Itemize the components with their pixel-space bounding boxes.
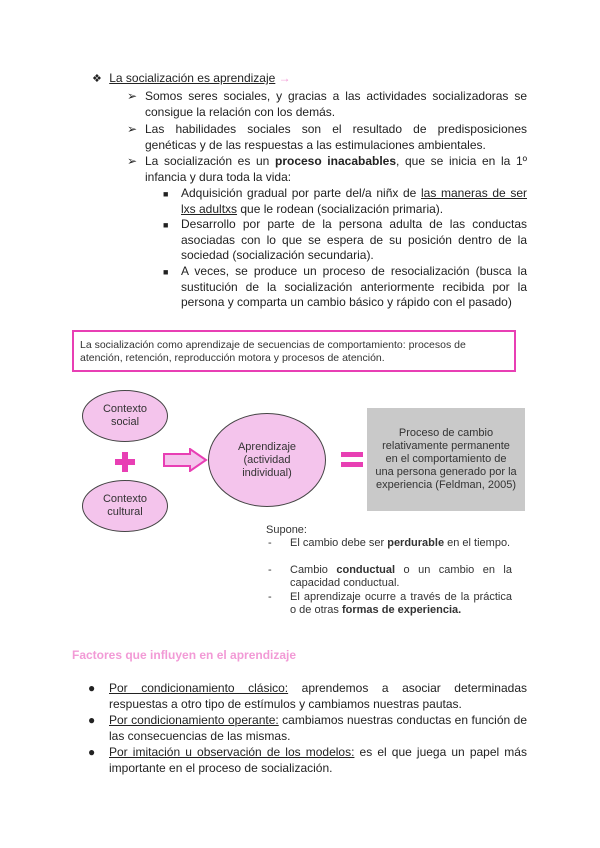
square-bullet-icon: ■ xyxy=(163,220,169,230)
heading-title: La socialización es aprendizaje xyxy=(109,71,276,85)
bullet-text: Somos seres sociales, y gracias a las actividades socializadoras se consigue la relación con los demás. xyxy=(145,89,527,119)
bullet-text: Las habilidades sociales son el resultado de predisposiciones genéticas y de las respuestas a las estimulaciones ambientales. xyxy=(145,122,527,152)
factors-title: Factores que influyen en el aprendizaje xyxy=(72,648,297,662)
square-bullet-icon: ■ xyxy=(163,189,169,199)
definition-box: La socialización como aprendizaje de secuencias de comportamiento: procesos de atención, retención, reproducción motora y procesos de atención. xyxy=(72,330,516,372)
factor-item: Por condicionamiento operante: cambiamos nuestras conductas en función de las consecuencias de las mismas. xyxy=(109,713,527,743)
dash-item: - Cambio conductual o un cambio en la capacidad conductual. xyxy=(268,564,512,589)
diamond-bullet-icon: ❖ xyxy=(92,73,102,85)
bullet-text: La socialización es un proceso inacabables, que se inicia en la 1º infancia y dura toda la vida: xyxy=(145,154,527,184)
arrow-bullet-icon: ➢ xyxy=(127,122,138,136)
learning-ellipse: Aprendizaje (actividad individual) xyxy=(208,413,326,507)
sub-item-text: A veces, se produce un proceso de resocialización (busca la sustitución de la socialización anteriormente recibida por la persona y comparta un cambio básico y rápido con el pasado) xyxy=(181,264,527,309)
process-box: Proceso de cambio relativamente permanente en el comportamiento de una persona generado por la experiencia (Feldman, 2005) xyxy=(367,408,525,511)
cultural-context-ellipse: Contexto cultural xyxy=(82,480,168,532)
dot-bullet-icon: ● xyxy=(88,713,96,727)
arrow-bullet-icon: ➢ xyxy=(127,89,138,103)
supone-label: Supone: xyxy=(266,524,307,536)
dot-bullet-icon: ● xyxy=(88,681,96,695)
sub-item-text: Desarrollo por parte de la persona adulta de las conductas asociadas con lo que se espera de su posición dentro de la sociedad (socialización secundaria). xyxy=(181,217,527,262)
factor-item: Por condicionamiento clásico: aprendemos a asociar determinadas respuestas a otro tipo de estímulos y cambiamos nuestras pautas. xyxy=(109,681,527,711)
sub-item-text: Adquisición gradual por parte del/a niñx de las maneras de ser lxs adultxs que le rodean (socialización primaria). xyxy=(181,186,527,216)
factor-item: Por imitación u observación de los modelos: es el que juega un papel más importante en el proceso de socialización. xyxy=(109,745,527,775)
dash-item: - El aprendizaje ocurre a través de la práctica o de otras formas de experiencia. xyxy=(268,591,512,616)
square-bullet-icon: ■ xyxy=(163,267,169,277)
arrow-bullet-icon: ➢ xyxy=(127,154,138,168)
social-context-ellipse: Contexto social xyxy=(82,390,168,442)
heading-row xyxy=(92,71,291,88)
dash-item: - El cambio debe ser perdurable en el tiempo. xyxy=(268,537,511,549)
arrow-right-icon: → xyxy=(278,71,291,85)
double-arrow-icon xyxy=(162,448,208,472)
dot-bullet-icon: ● xyxy=(88,745,96,759)
